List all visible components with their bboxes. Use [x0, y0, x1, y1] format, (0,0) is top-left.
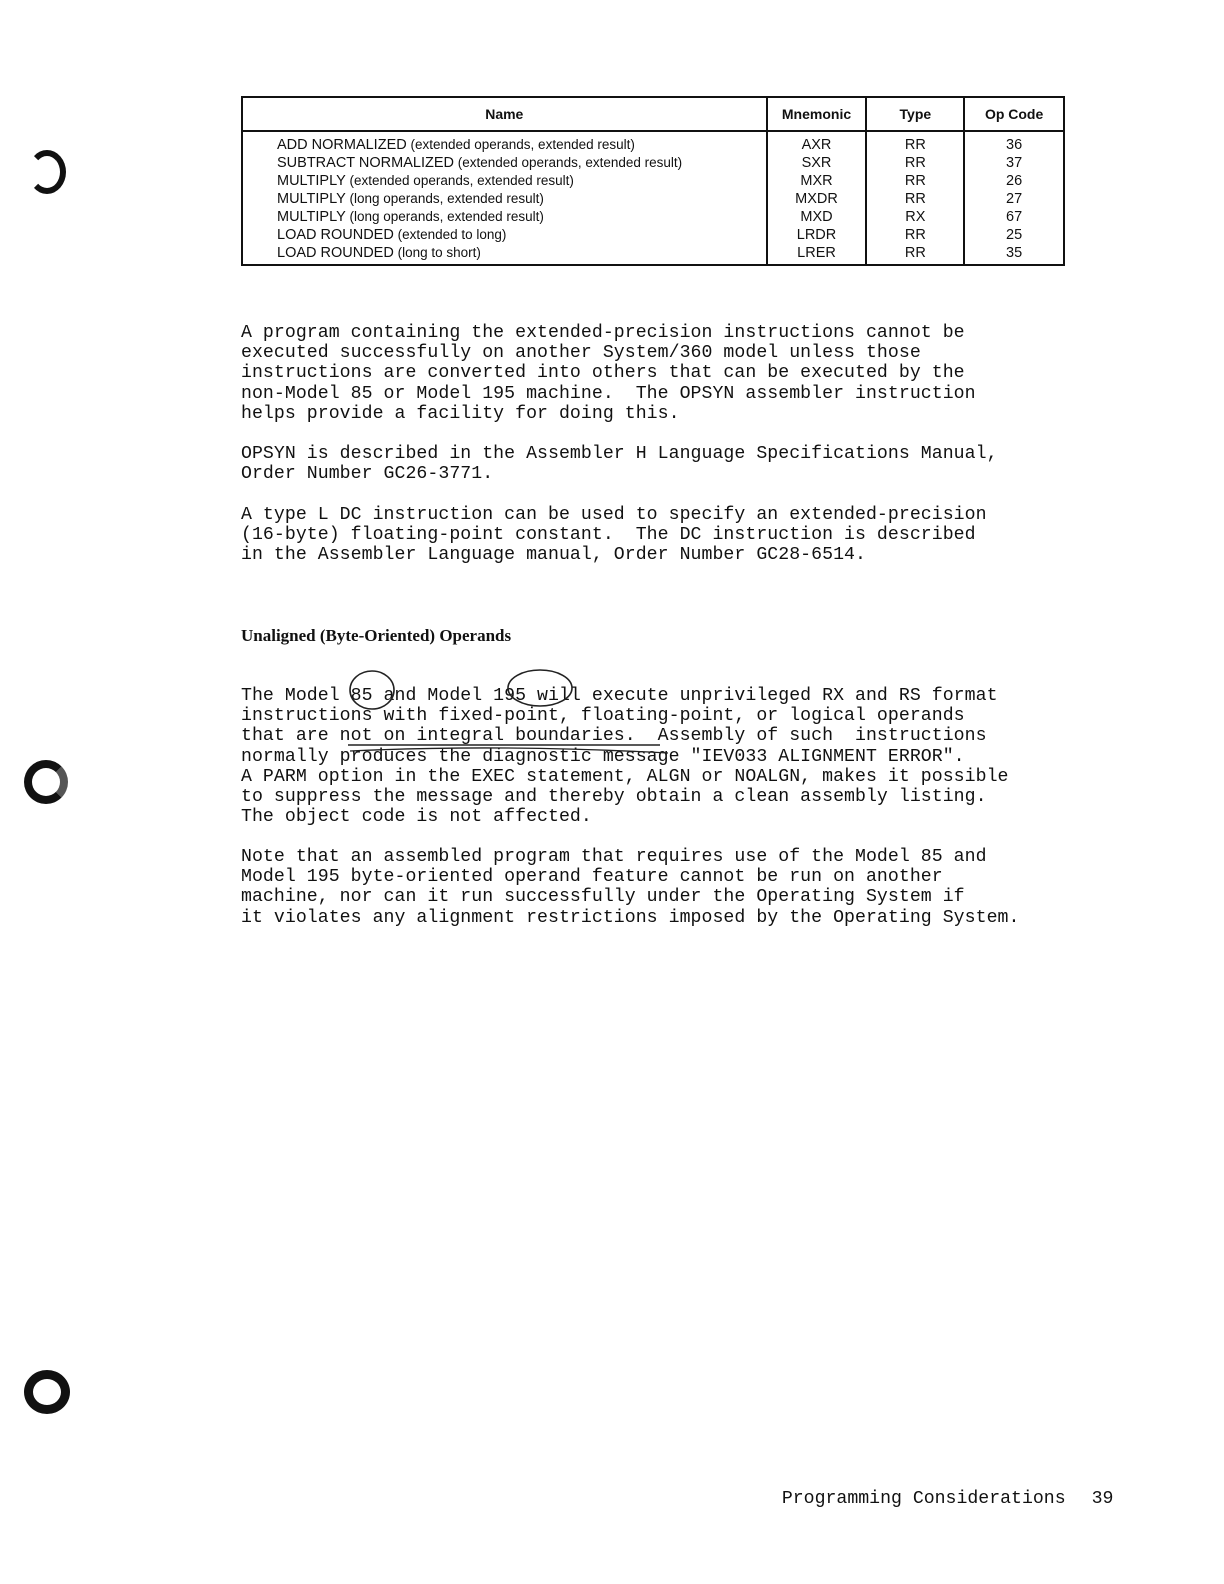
footer-section-title: Programming Considerations	[781, 1489, 1066, 1509]
cell-mnemonic: LRDR	[767, 226, 867, 244]
cell-name	[242, 131, 767, 154]
paragraph-extended-precision: A program containing the extended-precision instructions cannot be executed successfully on another System/360 model unless those instructions are converted into others that can be executed by the non-Model 85 or Model 195 machine. The OPSYN assembler instruction helps provide a facility for doing this.	[241, 323, 976, 424]
cell-opcode: 35	[964, 244, 1064, 265]
page-footer	[760, 1469, 1113, 1509]
cell-type: RR	[866, 190, 964, 208]
paragraph-dc-instruction: A type L DC instruction can be used to specify an extended-precision (16-byte) floating-point constant. The DC instruction is described in the Assembler Language manual, Order Number GC28-6514.	[241, 505, 987, 566]
cell-mnemonic: MXD	[767, 208, 867, 226]
name-main: SUBTRACT NORMALIZED	[277, 155, 454, 171]
cell-opcode: 26	[964, 172, 1064, 190]
punch-hole-bottom	[24, 1370, 70, 1414]
table-row	[242, 244, 1064, 265]
paragraph-opsyn: OPSYN is described in the Assembler H Language Specifications Manual, Order Number GC26-3771.	[241, 444, 998, 485]
cell-mnemonic: MXR	[767, 172, 867, 190]
cell-mnemonic: LRER	[767, 244, 867, 265]
name-main: MULTIPLY	[277, 191, 346, 207]
header-mnemonic: Mnemonic	[767, 97, 867, 131]
punch-hole-middle	[24, 760, 68, 804]
header-type: Type	[866, 97, 964, 131]
cell-type: RR	[866, 154, 964, 172]
cell-name	[242, 244, 767, 265]
table-row	[242, 226, 1064, 244]
cell-mnemonic: AXR	[767, 131, 867, 154]
cell-name	[242, 208, 767, 226]
paragraph-note: Note that an assembled program that requires use of the Model 85 and Model 195 byte-oriented operand feature cannot be run on another machine, nor can it run successfully under the Operating System if it violates any alignment restrictions imposed by the Operating System.	[241, 847, 1020, 928]
cell-name	[242, 226, 767, 244]
name-main: MULTIPLY	[277, 209, 346, 225]
name-sub: (extended to long)	[393, 227, 507, 242]
header-name: Name	[242, 97, 767, 131]
cell-type: RR	[866, 226, 964, 244]
cell-type: RX	[866, 208, 964, 226]
header-opcode: Op Code	[964, 97, 1064, 131]
page-number: 39	[1091, 1489, 1114, 1509]
name-sub: (long operands, extended result)	[345, 209, 544, 224]
section-heading: Unaligned (Byte-Oriented) Operands	[241, 626, 512, 645]
name-sub: (long operands, extended result)	[345, 191, 544, 206]
paragraph-unaligned-operands: The Model 85 and Model 195 will execute unprivileged RX and RS format instructions with fixed-point, floating-point, or logical operands that are not on integral boundaries. Assembly of such instructions normally produces the diagnostic message "IEV033 ALIGNMENT ERROR". A PARM option in the EXEC statement, ALGN or NOALGN, makes it possible to suppress the message and thereby obtain a clean assembly listing. The object code is not affected.	[241, 686, 1009, 828]
name-main: LOAD ROUNDED	[277, 227, 394, 243]
cell-opcode: 67	[964, 208, 1064, 226]
cell-name	[242, 190, 767, 208]
table-header-row	[242, 97, 1064, 131]
name-sub: (extended operands, extended result)	[453, 155, 683, 170]
cell-opcode: 27	[964, 190, 1064, 208]
cell-mnemonic: MXDR	[767, 190, 867, 208]
name-main: ADD NORMALIZED	[277, 137, 407, 153]
cell-opcode: 37	[964, 154, 1064, 172]
cell-name	[242, 154, 767, 172]
name-main: MULTIPLY	[277, 173, 346, 189]
table-row	[242, 190, 1064, 208]
cell-type: RR	[866, 244, 964, 265]
name-main: LOAD ROUNDED	[277, 245, 394, 261]
name-sub: (long to short)	[393, 245, 481, 260]
cell-opcode: 36	[964, 131, 1064, 154]
name-sub: (extended operands, extended result)	[345, 173, 574, 188]
cell-name	[242, 172, 767, 190]
table-row	[242, 154, 1064, 172]
instruction-table	[241, 96, 1065, 266]
cell-type: RR	[866, 172, 964, 190]
cell-mnemonic: SXR	[767, 154, 867, 172]
cell-type: RR	[866, 131, 964, 154]
table-row	[242, 208, 1064, 226]
cell-opcode: 25	[964, 226, 1064, 244]
name-sub: (extended operands, extended result)	[406, 137, 635, 152]
table-row	[242, 131, 1064, 154]
punch-hole-top	[28, 150, 66, 194]
table-row	[242, 172, 1064, 190]
